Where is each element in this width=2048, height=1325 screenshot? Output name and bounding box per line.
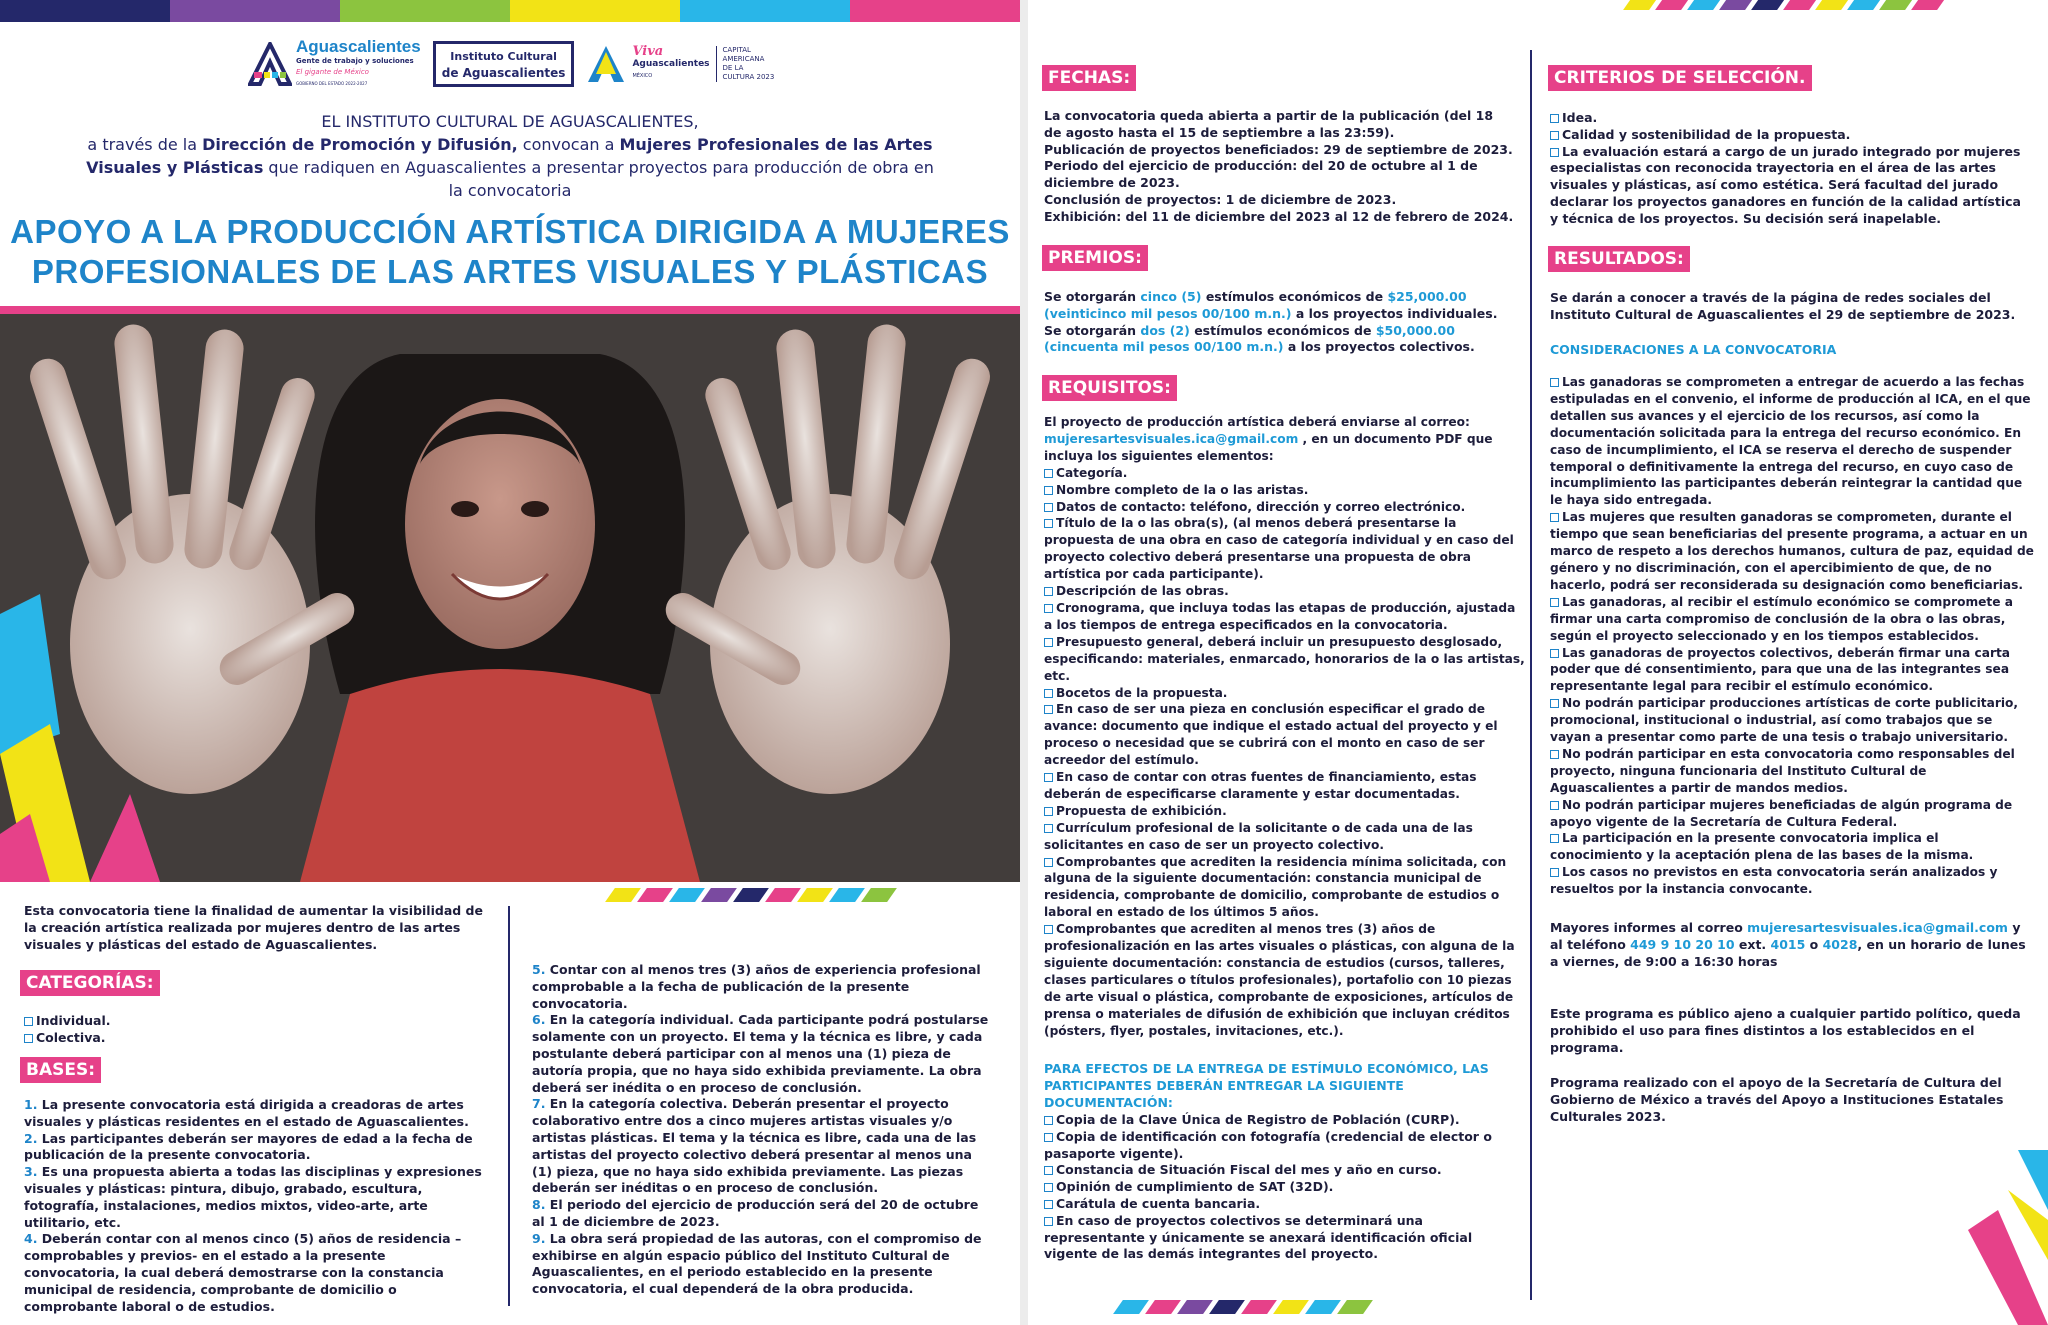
- base-item: 2. Las participantes deberán ser mayores de edad a la fecha de publicación de la presente convocatoria.: [24, 1130, 473, 1163]
- requisito-item: En caso de ser una pieza en conclusión especificar el grado de avance: documento que indique el estado actual del proyecto y el proceso o necesidad que se cubrirá con el monto en caso de ser acreedor del estímulo.: [1044, 702, 1498, 768]
- checkbox-icon: [1550, 598, 1559, 607]
- consideraciones-list: [1550, 374, 2034, 898]
- checkbox-icon: [1550, 378, 1559, 387]
- checkbox-icon: [1044, 519, 1053, 528]
- premio-individual: Se otorgarán cinco (5) estímulos económicos de $25,000.00 (veinticinco mil pesos 00/100 m.n.) a los proyectos individuales.: [1044, 289, 1498, 321]
- aguascalientes-logo: [248, 38, 421, 89]
- fechas-list: [1044, 108, 1514, 226]
- premio-colectivo: Se otorgarán dos (2) estímulos económicos de $50,000.00 (cincuenta mil pesos 00/100 m.n.) a los proyectos colectivos.: [1044, 322, 1475, 355]
- fecha-line: Periodo del ejercicio de producción: del 20 de octubre al 1 de diciembre de 2023.: [1044, 158, 1478, 191]
- requisito-item: Comprobantes que acrediten al menos tres (3) años de profesionalización en las artes visuales o plásticas, con alguna de la siguiente documentación: constancia de estudios (cursos, talleres, clases particulares o títulos profesionales), portafolio con 10 piezas de arte visual o plástica, comprobante de exposiciones, artículos de prensa o materiales de difusión de exhibición que incluyan créditos (pósters, flyer, postales, invitaciones, etc.).: [1044, 922, 1515, 1038]
- hero-photo: [0, 314, 1020, 882]
- page-right: [1028, 0, 2048, 1325]
- capital-cultura: CAPITAL AMERICANA DE LA CULTURA 2023: [722, 45, 775, 81]
- requisito-item: Comprobantes que acrediten la residencia mínima solicitada, con alguna de la siguiente documentación: constancia municipal de residencia, comprobante de domicilio, comprobante de estudios o laboral en estado de los últimos 5 años.: [1044, 854, 1507, 920]
- consideracion-item: Los casos no previstos en esta convocatoria serán analizados y resueltos por la instancia convocante.: [1550, 865, 1998, 897]
- top-color-stripe: [0, 0, 1020, 22]
- decor-chevrons-bottom: [1118, 1300, 1368, 1314]
- requisito-item: Nombre completo de la o las aristas.: [1044, 482, 1526, 499]
- checkbox-icon: [1044, 604, 1053, 613]
- checkbox-icon: [1044, 469, 1053, 478]
- consideracion-item: La participación en la presente convocatoria implica el conocimiento y la aceptación plena de las bases de la misma.: [1550, 831, 1974, 863]
- base-item: 1. La presente convocatoria está dirigida a creadoras de artes visuales y plásticas residentes en el estado de Aguascalientes.: [24, 1097, 469, 1129]
- checkbox-icon: [1550, 148, 1559, 157]
- checkbox-icon: [1044, 1200, 1053, 1209]
- viva-text: Viva: [632, 43, 664, 59]
- doc-item: Constancia de Situación Fiscal del mes y año en curso.: [1044, 1162, 1524, 1179]
- checkbox-icon: [1044, 1217, 1053, 1226]
- doc-item: Carátula de cuenta bancaria.: [1044, 1196, 1524, 1213]
- main-title: [0, 212, 1020, 292]
- ica-line2: de Aguascalientes: [441, 65, 566, 80]
- decor-corner-shapes: [1958, 1150, 2048, 1325]
- ags-name: Aguascalientes: [296, 37, 421, 56]
- requisito-item: Bocetos de la propuesta.: [1044, 685, 1526, 702]
- checkbox-icon: [1550, 801, 1559, 810]
- checkbox-icon: [1044, 1116, 1053, 1125]
- consideracion-item: Las ganadoras de proyectos colectivos, deberán firmar una carta poder que dé consentimiento, para que una de las integrantes sea representante legal para recibir el estímulo económico.: [1550, 645, 2011, 694]
- checkbox-icon: [1550, 699, 1559, 708]
- requisitos-list: [1044, 414, 1526, 1040]
- consideracion-item: No podrán participar mujeres beneficiadas de algún programa de apoyo vigente de la Secretaría de Cultura Federal.: [1550, 797, 2013, 829]
- checkbox-icon: [1044, 824, 1053, 833]
- checkbox-icon: [1550, 114, 1559, 123]
- requisito-item: Propuesta de exhibición.: [1044, 803, 1526, 820]
- checkbox-icon: [1044, 1183, 1053, 1192]
- header-line-2: a través de la Dirección de Promoción y Difusión, convocan a Mujeres Profesionales de las Artes: [87, 135, 933, 154]
- requisitos-intro: El proyecto de producción artística deberá enviarse al correo: mujeresartesvisuales.ica@gmail.com , en un documento PDF que incluya los siguientes elementos:: [1044, 415, 1493, 463]
- categorias-label: CATEGORÍAS:: [20, 970, 160, 996]
- checkbox-icon: [1044, 1133, 1053, 1142]
- contacto-phone[interactable]: 449 9 10 20 10: [1630, 936, 1735, 952]
- legal-text: Este programa es público ajeno a cualquier partido político, queda prohibido el uso para fines distintos a los establecidos en el programa.: [1550, 1006, 2021, 1055]
- criterio-item: Idea.: [1550, 110, 2032, 127]
- ags-tagline-2: El gigante de México: [296, 68, 369, 76]
- bases-col2: [532, 962, 994, 1298]
- fecha-line: La convocatoria queda abierta a partir de la publicación (del 18 de agosto hasta el 15 de septiembre a las 23:59).: [1044, 108, 1494, 140]
- checkbox-icon: [1550, 750, 1559, 759]
- categorias-list: [24, 1013, 324, 1047]
- aguascalientes-a-icon: [248, 42, 292, 86]
- page-left: [0, 0, 1020, 1325]
- consideracion-item: Las mujeres que resulten ganadoras se comprometen, durante el tiempo que sean beneficiarias del presente programa, a actuar en un marco de respeto a los derechos humanos, cultura de paz, equidad de género y no discriminación, con el apercibimiento de que, de no hacerlo, podrá ser reconsiderada su designación como beneficiarias.: [1550, 510, 2034, 592]
- woman-smiling-hands-illustration: [0, 314, 1020, 882]
- consideracion-item: No podrán participar producciones artísticas de corte publicitario, promocional, institucional o industrial, así como trabajos que se vayan a presentar como parte de una tesis o trabajo universitario.: [1550, 696, 2019, 745]
- bases-label: BASES:: [20, 1057, 101, 1083]
- criterios-list: [1550, 110, 2032, 228]
- column-divider: [1530, 50, 1532, 1300]
- checkbox-icon: [1044, 689, 1053, 698]
- contacto-text: Mayores informes al correo mujeresartesvisuales.ica@gmail.com y al teléfono 449 9 10 20 10 ext. 4015 o 4028, en un horario de lunes a viernes, de 9:00 a 16:30 horas: [1550, 920, 2026, 969]
- base-item: 7. En la categoría colectiva. Deberán presentar el proyecto colaborativo entre dos a cinco mujeres artistas visuales y/o artistas plásticas. El tema y la técnica es libre, cada una de las artistas del proyecto colectivo deberá presentar al menos una (1) pieza, que no haya sido exhibida previamente. Las piezas deberán ser inéditas o en proceso de conclusión.: [532, 1096, 977, 1196]
- premios-label: PREMIOS:: [1042, 245, 1148, 271]
- main-title-line-2: PROFESIONALES DE LAS ARTES VISUALES Y PLÁSTICAS: [31, 253, 989, 290]
- base-item: 4. Deberán contar con al menos cinco (5) años de residencia –comprobables y previos- en el estado a la presente convocatoria, la cual deberá demostrarse con la constancia municipal de residencia, comprobante de domicilio o comprobante laboral o de estudios.: [24, 1231, 462, 1314]
- base-item: 3. Es una propuesta abierta a todas las disciplinas y expresiones visuales y plásticas: pintura, dibujo, grabado, escultura, fotografía, instalaciones, medios mixtos, video-arte, arte utilitario, etc.: [24, 1164, 482, 1230]
- checkbox-icon: [24, 1034, 33, 1043]
- checkbox-icon: [1044, 705, 1053, 714]
- logo-bar: [248, 38, 775, 89]
- requisito-item: Título de la o las obra(s), (al menos deberá presentarse la propuesta de una obra en caso de categoría individual y en caso del proyecto colectivo deberá presentarse una propuesta de obra artística por cada participante).: [1044, 516, 1514, 582]
- contacto-email-link[interactable]: mujeresartesvisuales.ica@gmail.com: [1747, 920, 2008, 935]
- checkbox-icon: [1044, 638, 1053, 647]
- requisitos-email-link[interactable]: mujeresartesvisuales.ica@gmail.com: [1044, 431, 1299, 446]
- requisito-item: Categoría.: [1044, 465, 1526, 482]
- base-item: 5. Contar con al menos tres (3) años de experiencia profesional comprobable a la fecha de publicación de la presente convocatoria.: [532, 962, 981, 1011]
- fechas-label: FECHAS:: [1042, 65, 1136, 91]
- header-line-4: la convocatoria: [448, 181, 572, 200]
- ags-tagline: Gente de trabajo y soluciones: [296, 57, 414, 65]
- decor-chevrons-top: [1628, 0, 1942, 10]
- doc-item: Opinión de cumplimiento de SAT (32D).: [1044, 1179, 1524, 1196]
- requisito-item: Descripción de las obras.: [1044, 583, 1526, 600]
- page-gutter: [1020, 0, 1028, 1325]
- column-divider: [508, 906, 510, 1306]
- base-item: 9. La obra será propiedad de las autoras, con el compromiso de exhibirse en algún espacio público del Instituto Cultural de Aguascalientes, en el periodo establecido en la presente convocatoria, el cual dependerá de la obra producida.: [532, 1230, 982, 1297]
- consideracion-item: Las ganadoras, al recibir el estímulo económico se compromete a firmar una carta compromiso de conclusión de la obra o las obras, según el proyecto seleccionado y en los tiempos establecidos.: [1550, 594, 2013, 643]
- viva-logo: [586, 44, 774, 84]
- header-line-1: EL INSTITUTO CULTURAL DE AGUASCALIENTES,: [321, 112, 699, 131]
- documentacion-list: [1044, 1112, 1524, 1263]
- criterios-label: CRITERIOS DE SELECCIÓN.: [1548, 65, 1812, 91]
- consideracion-item: Las ganadoras se comprometen a entregar de acuerdo a las fechas estipuladas en el convenio, el informe de producción al ICA, en el que detallen sus avances y el ejercicio de los recursos, así como la documentación solicitada para la entrega del recurso económico. En caso de incumplimiento, el ICA se reserva el derecho de suspender temporal o definitivamente la entrega del recurso, en cuyo caso de incumplimiento las participantes deberán reintegrar la cantidad que le haya sido entregada.: [1550, 375, 2031, 508]
- decor-chevrons-left: [610, 888, 892, 902]
- ags-gov: GOBIERNO DEL ESTADO 2022-2027: [296, 81, 368, 86]
- ica-line1: Instituto Cultural: [450, 49, 557, 63]
- fecha-line: Exhibición: del 11 de diciembre del 2023 al 12 de febrero de 2024.: [1044, 208, 1514, 224]
- checkbox-icon: [24, 1017, 33, 1026]
- requisito-item: Currículum profesional de la solicitante o de cada una de las solicitantes en caso de ser un proyecto colectivo.: [1044, 820, 1473, 852]
- premios-text: [1044, 289, 1514, 356]
- title-divider: [0, 306, 1020, 314]
- checkbox-icon: [1044, 587, 1053, 596]
- intro-text: Esta convocatoria tiene la finalidad de aumentar la visibilidad de la creación artística realizada por mujeres dentro de las artes visuales y plásticas del estado de Aguascalientes.: [24, 903, 483, 952]
- base-item: 8. El periodo del ejercicio de producción será del 20 de octubre al 1 de diciembre de 2023.: [532, 1197, 979, 1229]
- resultados-text: Se darán a conocer a través de la página de redes sociales del Instituto Cultural de Aguascalientes el 29 de septiembre de 2023.: [1550, 290, 2016, 322]
- requisito-item: En caso de contar con otras fuentes de financiamiento, estas deberán de especificarse claramente y estar documentadas.: [1044, 770, 1477, 801]
- doc-item: Copia de identificación con fotografía (credencial de elector o pasaporte vigente).: [1044, 1128, 1492, 1161]
- fecha-line: Conclusión de proyectos: 1 de diciembre de 2023.: [1044, 191, 1397, 207]
- categoria-item: Individual.: [24, 1013, 324, 1030]
- requisito-item: Presupuesto general, deberá incluir un presupuesto desglosado, especificando: materiales, enmarcado, honorarios de la o las artistas, etc.: [1044, 634, 1525, 683]
- fecha-line: Publicación de proyectos beneficiados: 29 de septiembre de 2023.: [1044, 141, 1513, 157]
- resultados-label: RESULTADOS:: [1548, 246, 1690, 272]
- checkbox-icon: [1044, 858, 1053, 867]
- consideraciones-heading: CONSIDERACIONES A LA CONVOCATORIA: [1550, 342, 1837, 357]
- checkbox-icon: [1550, 649, 1559, 658]
- apoyo-text: Programa realizado con el apoyo de la Secretaría de Cultura del Gobierno de México a través del Apoyo a Instituciones Estatales Culturales 2023.: [1550, 1075, 2004, 1124]
- main-title-line-1: APOYO A LA PRODUCCIÓN ARTÍSTICA DIRIGIDA A MUJERES: [10, 213, 1010, 250]
- criterio-item: Calidad y sostenibilidad de la propuesta.: [1550, 127, 2032, 144]
- bases-col1: [24, 1097, 484, 1315]
- viva-sub: Aguascalientes: [632, 58, 710, 69]
- ica-logo: [433, 41, 575, 87]
- categoria-item: Colectiva.: [24, 1030, 324, 1047]
- viva-a-icon: [586, 44, 626, 84]
- header-line-3: Visuales y Plásticas que radiquen en Aguascalientes a presentar proyectos para producción de obra en: [86, 158, 934, 177]
- checkbox-icon: [1044, 773, 1053, 782]
- consideracion-item: No podrán participar en esta convocatoria como responsables del proyecto, ninguna funcionaria del Instituto Cultural de Aguascalientes a partir de mandos medios.: [1550, 746, 2015, 795]
- checkbox-icon: [1550, 868, 1559, 877]
- checkbox-icon: [1044, 503, 1053, 512]
- checkbox-icon: [1044, 1166, 1053, 1175]
- checkbox-icon: [1550, 834, 1559, 843]
- checkbox-icon: [1044, 925, 1053, 934]
- criterio-item: La evaluación estará a cargo de un jurado integrado por mujeres especialistas con reconocida trayectoria en el área de las artes visuales y plásticas, así como estética. Será facultad del jurado declarar los proyectos ganadores en función de la calidad artística y técnica de los proyectos. Su decisión será inapelable.: [1550, 143, 2021, 226]
- requisito-item: Datos de contacto: teléfono, dirección y correo electrónico.: [1044, 499, 1526, 516]
- checkbox-icon: [1550, 513, 1559, 522]
- doc-item: Copia de la Clave Única de Registro de Población (CURP).: [1044, 1112, 1524, 1129]
- base-item: 6. En la categoría individual. Cada participante podrá postularse solamente con un proyecto. El tema y la técnica es libre, y cada postulante deberá participar con al menos una (1) pieza de autoría propia, que no haya sido exhibida previamente. La obra deberá ser inédita o en proceso de conclusión.: [532, 1012, 989, 1095]
- doc-item: En caso de proyectos colectivos se determinará una representante y únicamente se anexará identificación oficial vigente de las demás integrantes del proyecto.: [1044, 1212, 1473, 1262]
- requisito-item: Cronograma, que incluya todas las etapas de producción, ajustada a los tiempos de entrega especificados en la convocatoria.: [1044, 600, 1516, 632]
- checkbox-icon: [1044, 807, 1053, 816]
- checkbox-icon: [1550, 131, 1559, 140]
- viva-country: MÉXICO: [632, 72, 653, 79]
- documentacion-subheading: PARA EFECTOS DE LA ENTREGA DE ESTÍMULO ECONÓMICO, LAS PARTICIPANTES DEBERÁN ENTREGAR LA SIGUIENTE DOCUMENTACIÓN:: [1044, 1061, 1489, 1110]
- requisitos-label: REQUISITOS:: [1042, 375, 1177, 401]
- checkbox-icon: [1044, 486, 1053, 495]
